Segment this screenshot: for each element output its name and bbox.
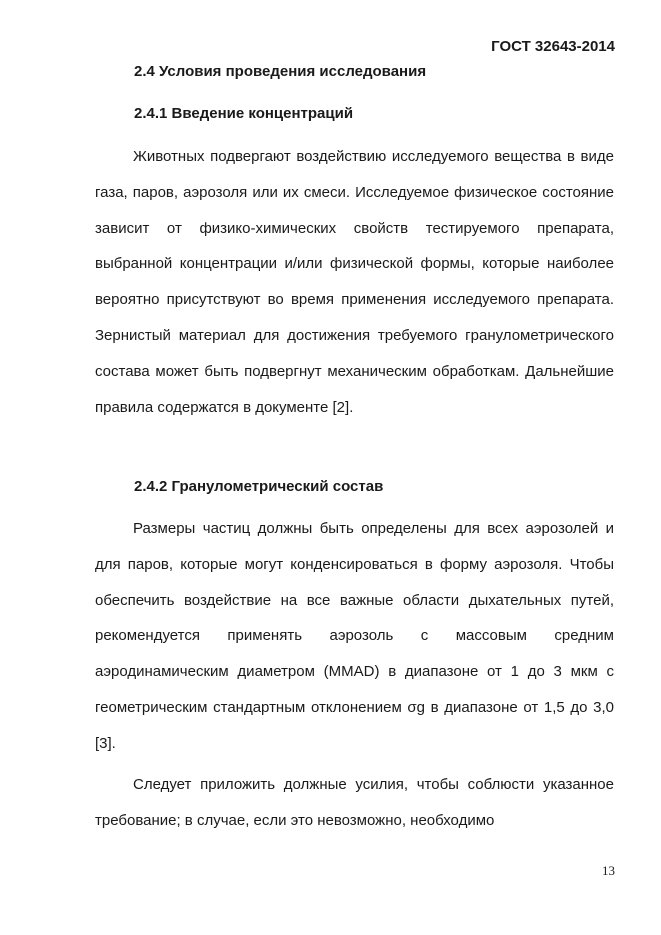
- subsection-heading-2: 2.4.2 Гранулометрический состав: [134, 478, 384, 495]
- paragraph-particle-size: Размеры частиц должны быть определены для всех аэрозолей и для паров, которые могут конденсироваться в форму аэрозоля. Чтобы обеспечить воздействие на все важные области дыхательных путей, рекомендуется применять аэрозоль с массовым средним аэродинамическим диаметром (MMAD) в диапазоне от 1 до 3 мкм с геометрическим стандартным отклонением σg в диапазоне от 1,5 до 3,0 [3].: [95, 520, 614, 752]
- section-heading: 2.4 Условия проведения исследования: [134, 63, 427, 80]
- page-number: 13: [602, 863, 615, 878]
- document-code: ГОСТ 32643-2014: [491, 38, 615, 55]
- paragraph-introduction: Животных подвергают воздействию исследуемого вещества в виде газа, паров, аэрозоля или их смеси. Исследуемое физическое состояние зависит от физико-химических свойств тестируемого препарата, выбранной концентрации и/или физической формы, которые наиболее вероятно присутствуют во время применения исследуемого препарата. Зернистый материал для достижения требуемого гранулометрического состава может быть подвергнут механическим обработкам. Дальнейшие правила содержатся в документе [2].: [95, 148, 614, 416]
- paragraph-requirement: Следует приложить должные усилия, чтобы соблюсти указанное требование; в случае, если это невозможно, необходимо: [95, 776, 614, 829]
- subsection-heading-1: 2.4.1 Введение концентраций: [134, 105, 354, 122]
